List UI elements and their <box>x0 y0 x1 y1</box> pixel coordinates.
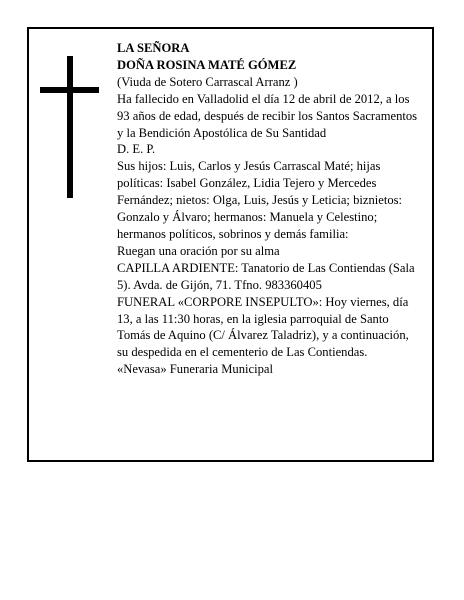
cross-horizontal-bar <box>40 87 99 93</box>
prayer-line: Ruegan una oración por su alma <box>117 243 280 258</box>
widow-note: (Viuda de Sotero Carrascal Arranz ) <box>117 74 298 89</box>
cross-vertical-bar <box>67 56 73 198</box>
family-paragraph: Sus hijos: Luis, Carlos y Jesús Carrascal Maté; hijas políticas: Isabel González, Lidia Tejero y Mercedes Fernández; nietos: Olga, Luis, Jesús y Leticia; biznietos: Gonzalo y Álvaro; hermanos: Manuela y Celestino; hermanos políticos, sobrinos y demás familia: <box>117 159 403 241</box>
notice-title: LA SEÑORA <box>117 41 190 55</box>
chapel-paragraph: CAPILLA ARDIENTE: Tanatorio de Las Contiendas (Sala 5). Avda. de Gijón, 71. Tfno. 983360405 <box>117 260 415 292</box>
obituary-notice <box>27 27 434 462</box>
deceased-name: DOÑA ROSINA MATÉ GÓMEZ <box>117 57 297 72</box>
death-paragraph: Ha fallecido en Valladolid el día 12 de abril de 2012, a los 93 años de edad, después de recibir los Santos Sacramentos y la Bendición Apostólica de Su Santidad <box>117 91 418 140</box>
rip-line: D. E. P. <box>117 142 156 157</box>
funeral-paragraph: FUNERAL «CORPORE INSEPULTO»: Hoy viernes, día 13, a las 11:30 horas, en la iglesia parroquial de Santo Tomás de Aquino (C/ Álvarez Taladriz), y a continuación, su despedida en el cementerio de Las Contiendas. <box>117 294 409 360</box>
notice-text <box>117 40 423 378</box>
funeral-home-line: «Nevasa» Funeraria Municipal <box>117 362 273 377</box>
